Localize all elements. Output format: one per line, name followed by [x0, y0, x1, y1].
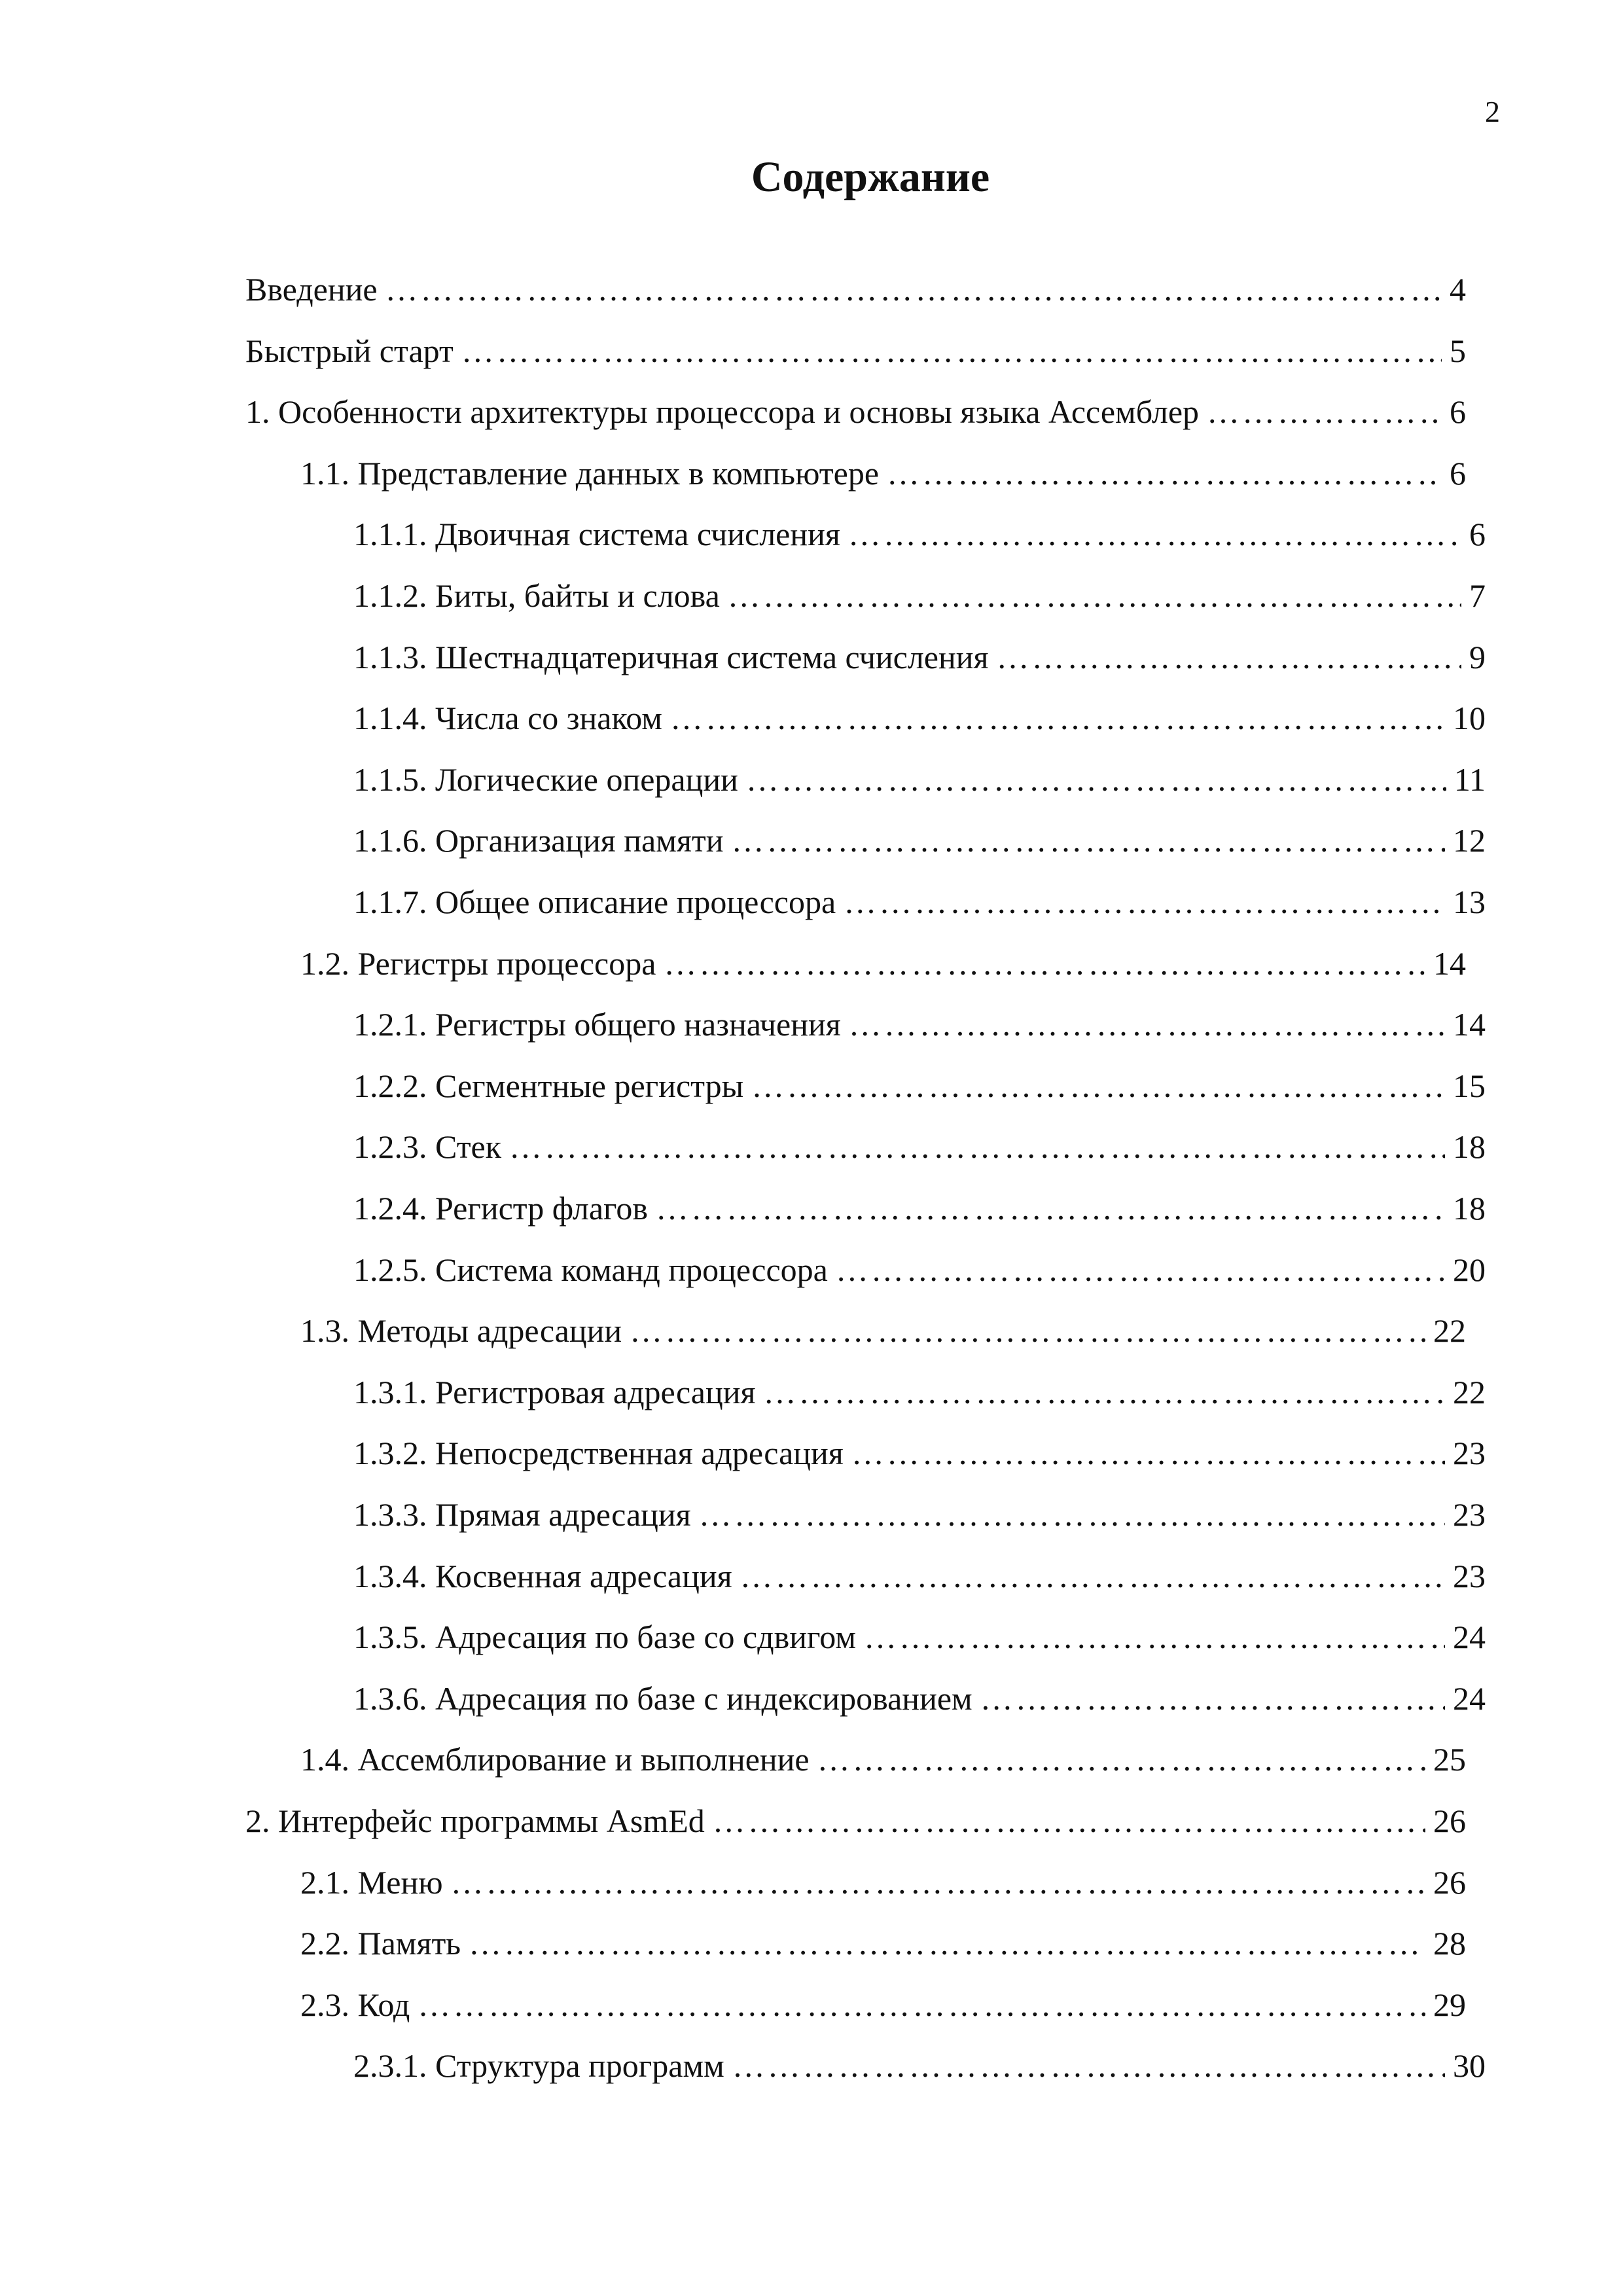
toc-entry-title: 1.1.1. Двоичная система счисления: [353, 516, 840, 553]
toc-entry[interactable]: [300, 1856, 1466, 1909]
toc-entry-page: 20: [1453, 1251, 1486, 1288]
toc-entry-page: 18: [1453, 1128, 1486, 1166]
toc-entry[interactable]: [300, 1304, 1466, 1357]
toc-dot-leader: [1207, 386, 1442, 438]
toc-entry-title: Быстрый старт: [245, 332, 454, 369]
toc-entry-page: 9: [1469, 638, 1486, 675]
page-number: 2: [1485, 95, 1500, 128]
toc-entry[interactable]: [245, 263, 1466, 315]
toc-entry-page: 6: [1469, 516, 1486, 553]
toc-dot-leader: [836, 1244, 1445, 1296]
toc-entry[interactable]: [300, 1917, 1466, 1969]
toc-entry-title: 2.1. Меню: [300, 1863, 443, 1901]
toc-dot-leader: [864, 1611, 1445, 1663]
toc-entry[interactable]: [353, 1060, 1486, 1112]
toc-entry[interactable]: [300, 937, 1466, 990]
toc-dot-leader: [751, 1060, 1445, 1112]
toc-dot-leader: [469, 1917, 1425, 1969]
toc-entry-title: 1.2.2. Сегментные регистры: [353, 1067, 744, 1104]
toc-entry-page: 11: [1454, 761, 1486, 798]
toc-dot-leader: [656, 1182, 1445, 1234]
toc-entry-page: 13: [1453, 884, 1486, 920]
toc-entry[interactable]: [353, 508, 1486, 560]
toc-entry-page: 23: [1453, 1496, 1486, 1533]
toc-dot-leader: [740, 1550, 1445, 1602]
toc-entry-title: 1.2.1. Регистры общего назначения: [353, 1006, 841, 1043]
toc-entry-title: 2.2. Память: [300, 1925, 461, 1962]
toc-entry-title: 1.1.2. Биты, байты и слова: [353, 577, 720, 614]
toc-entry-page: 15: [1453, 1067, 1486, 1104]
toc-entry[interactable]: [353, 814, 1486, 867]
toc-entry[interactable]: [300, 1979, 1466, 2031]
toc-entry-page: 14: [1453, 1006, 1486, 1043]
toc-entry-title: 1.1. Представление данных в компьютере: [300, 454, 880, 492]
toc-entry-page: 5: [1450, 332, 1466, 369]
toc-dot-leader: [630, 1304, 1425, 1357]
toc-dot-leader: [746, 753, 1446, 806]
toc-entry-page: 24: [1453, 1619, 1486, 1656]
toc-dot-leader: [844, 876, 1445, 928]
page-title: Содержание: [751, 153, 990, 201]
toc-entry[interactable]: [353, 998, 1486, 1050]
toc-entry[interactable]: [353, 1550, 1486, 1602]
toc-entry-title: 2.3. Код: [300, 1986, 410, 2023]
toc-entry-page: 22: [1453, 1373, 1486, 1410]
toc-entry[interactable]: [353, 1121, 1486, 1173]
toc-entry[interactable]: [353, 1182, 1486, 1234]
toc-dot-leader: [763, 1366, 1445, 1418]
toc-dot-leader: [713, 1795, 1425, 1847]
toc-entry-page: 6: [1450, 454, 1466, 492]
toc-dot-leader: [418, 1979, 1425, 2031]
toc-entry-page: 10: [1453, 700, 1486, 737]
toc-entry-page: 22: [1433, 1312, 1466, 1350]
toc-entry-title: 2. Интерфейс программы AsmEd: [245, 1803, 705, 1839]
toc-entry-page: 6: [1450, 393, 1466, 431]
toc-dot-leader: [849, 998, 1445, 1050]
toc-entry-title: 1.1.4. Числа со знаком: [353, 700, 662, 737]
toc-entry[interactable]: [353, 1244, 1486, 1296]
toc-dot-leader: [887, 447, 1442, 499]
toc-entry-page: 30: [1453, 2047, 1486, 2085]
toc-entry[interactable]: [353, 2039, 1486, 2092]
toc-dot-leader: [728, 569, 1461, 622]
toc-dot-leader: [670, 692, 1445, 744]
toc-entry[interactable]: [353, 569, 1486, 622]
toc-dot-leader: [385, 263, 1442, 315]
toc-entry[interactable]: [353, 1488, 1486, 1541]
toc-dot-leader: [664, 937, 1425, 990]
toc-dot-leader: [731, 814, 1445, 867]
toc-entry-title: 1.3. Методы адресации: [300, 1312, 622, 1350]
toc-entry[interactable]: [300, 447, 1466, 499]
toc-dot-leader: [732, 2039, 1445, 2092]
toc-dot-leader: [980, 1672, 1445, 1725]
toc-dot-leader: [451, 1856, 1425, 1909]
toc-entry-page: 26: [1433, 1863, 1466, 1901]
toc-entry-title: Введение: [245, 271, 378, 308]
toc-entry-title: 1.2.3. Стек: [353, 1128, 502, 1166]
toc-entry-title: 1. Особенности архитектуры процессора и основы языка Ассемблер: [245, 393, 1200, 431]
toc-dot-leader: [848, 508, 1461, 560]
toc-entry-title: 1.3.3. Прямая адресация: [353, 1496, 691, 1533]
toc-entry[interactable]: [300, 1733, 1466, 1785]
toc-entry-page: 29: [1433, 1986, 1466, 2023]
toc-entry-page: 7: [1469, 577, 1486, 614]
toc-entry-title: 1.1.7. Общее описание процессора: [353, 884, 836, 920]
toc-entry-page: 24: [1453, 1679, 1486, 1717]
toc-entry-page: 4: [1450, 271, 1466, 308]
toc-dot-leader: [817, 1733, 1425, 1785]
toc-entry[interactable]: [353, 1366, 1486, 1418]
toc-entry-title: 1.2.4. Регистр флагов: [353, 1190, 648, 1227]
toc-entry-page: 12: [1453, 822, 1486, 859]
toc-entry[interactable]: [353, 753, 1486, 806]
toc-entry-title: 1.1.3. Шестнадцатеричная система счисления: [353, 638, 989, 675]
toc-entry-title: 1.3.6. Адресация по базе с индексированием: [353, 1679, 972, 1717]
toc-dot-leader: [996, 631, 1461, 683]
toc-entry-title: 2.3.1. Структура программ: [353, 2047, 724, 2085]
toc-entry-page: 25: [1433, 1741, 1466, 1778]
toc-entry[interactable]: [353, 1611, 1486, 1663]
toc-dot-leader: [509, 1121, 1445, 1173]
toc-entry-page: 23: [1453, 1557, 1486, 1594]
toc-entry[interactable]: [245, 1795, 1466, 1847]
toc-entry-title: 1.1.6. Организация памяти: [353, 822, 724, 859]
toc-entry-page: 26: [1433, 1803, 1466, 1839]
toc-entry-title: 1.1.5. Логические операции: [353, 761, 738, 798]
toc-entry-title: 1.3.5. Адресация по базе со сдвигом: [353, 1619, 856, 1656]
toc-entry-page: 28: [1433, 1925, 1466, 1962]
toc-entry[interactable]: [245, 386, 1466, 438]
toc-dot-leader: [851, 1427, 1445, 1479]
toc-entry[interactable]: [353, 876, 1486, 928]
toc-entry-page: 23: [1453, 1435, 1486, 1472]
toc-entry-page: 18: [1453, 1190, 1486, 1227]
toc-dot-leader: [699, 1488, 1445, 1541]
toc-entry[interactable]: [353, 631, 1486, 683]
toc-entry-title: 1.4. Ассемблирование и выполнение: [300, 1741, 810, 1778]
toc-entry-title: 1.3.1. Регистровая адресация: [353, 1373, 756, 1410]
toc-dot-leader: [461, 325, 1442, 377]
toc-entry-title: 1.2.5. Система команд процессора: [353, 1251, 828, 1288]
toc-entry[interactable]: [353, 1672, 1486, 1725]
toc-entry[interactable]: [353, 692, 1486, 744]
toc-entry[interactable]: [245, 325, 1466, 377]
toc-entry-title: 1.2. Регистры процессора: [300, 944, 656, 982]
toc-entry-title: 1.3.2. Непосредственная адресация: [353, 1435, 844, 1472]
toc-entry[interactable]: [353, 1427, 1486, 1479]
toc-entry-title: 1.3.4. Косвенная адресация: [353, 1557, 732, 1594]
toc-entry-page: 14: [1433, 944, 1466, 982]
